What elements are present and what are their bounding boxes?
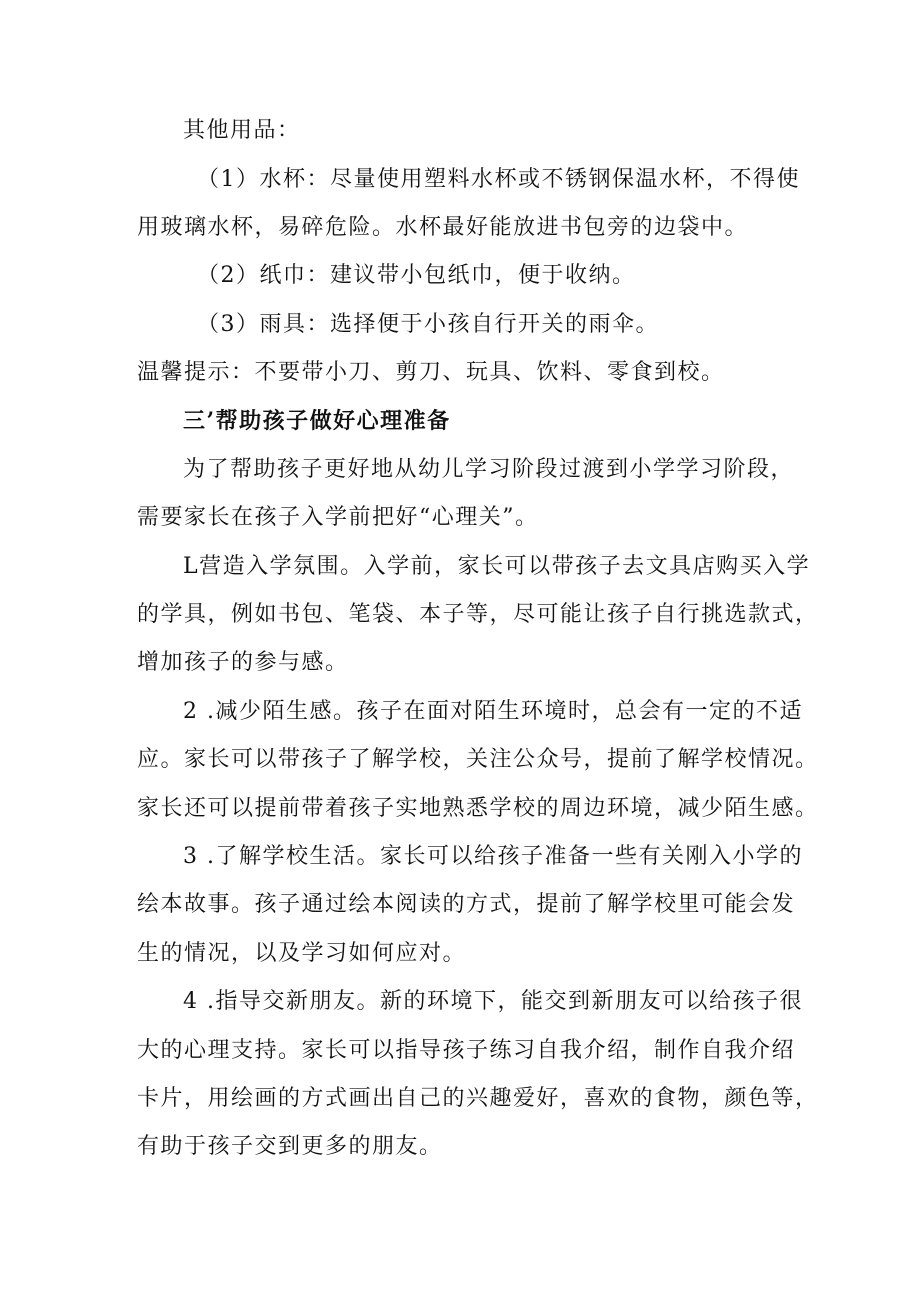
item-cup-line-1: （1）水杯：尽量使用塑料水杯或不锈钢保温水杯，不得使 (197, 167, 800, 192)
point-2-line-1: 2 .减少陌生感。孩子在面对陌生环境时，总会有一定的不适 (183, 699, 803, 724)
point-1-line-1: L营造入学氛围。入学前，家长可以带孩子去文具店购买入学 (183, 554, 811, 579)
item-rain-gear: （3）雨具：选择便于小孩自行开关的雨伞。 (197, 312, 659, 337)
point-3-line-2: 绘本故事。孩子通过绘本阅读的方式，提前了解学校里可能会发 (137, 892, 796, 917)
point-1-line-2: 的学具，例如书包、笔袋、本子等，尽可能让孩子自行挑选款式， (137, 602, 819, 627)
intro-line-2: 需要家长在孩子入学前把好“心理关”。 (137, 505, 539, 530)
point-4-line-2: 大的心理支持。家长可以指导孩子练习自我介绍，制作自我介绍 (137, 1038, 796, 1063)
intro-line-1: 为了帮助孩子更好地从幼儿学习阶段过渡到小学学习阶段， (183, 457, 795, 482)
item-cup-line-2: 用玻璃水杯，易碎危险。水杯最好能放进书包旁的边袋中。 (137, 215, 749, 240)
warm-tip: 温馨提示：不要带小刀、剪刀、玩具、饮料、零食到校。 (137, 360, 725, 385)
point-4-line-3: 卡片，用绘画的方式画出自己的兴趣爱好，喜欢的食物，颜色等， (137, 1086, 819, 1111)
item-tissue: （2）纸巾：建议带小包纸巾，便于收纳。 (197, 263, 636, 288)
point-4-line-1: 4 .指导交新朋友。新的环境下，能交到新朋友可以给孩子很 (183, 989, 803, 1014)
point-2-line-2: 应。家长可以带孩子了解学校，关注公众号，提前了解学校情况。 (137, 747, 819, 772)
point-1-line-3: 增加孩子的参与感。 (137, 650, 349, 675)
point-3-line-3: 生的情况，以及学习如何应对。 (137, 941, 467, 966)
point-3-line-1: 3 .了解学校生活。家长可以给孩子准备一些有关刚入小学的 (183, 844, 803, 869)
section-3-heading: 三’帮助孩子做好心理准备 (183, 408, 451, 434)
point-2-line-3: 家长还可以提前带着孩子实地熟悉学校的周边环境，减少陌生感。 (137, 796, 819, 821)
point-4-line-4: 有助于孩子交到更多的朋友。 (137, 1134, 443, 1159)
other-items-title: 其他用品： (183, 118, 301, 143)
